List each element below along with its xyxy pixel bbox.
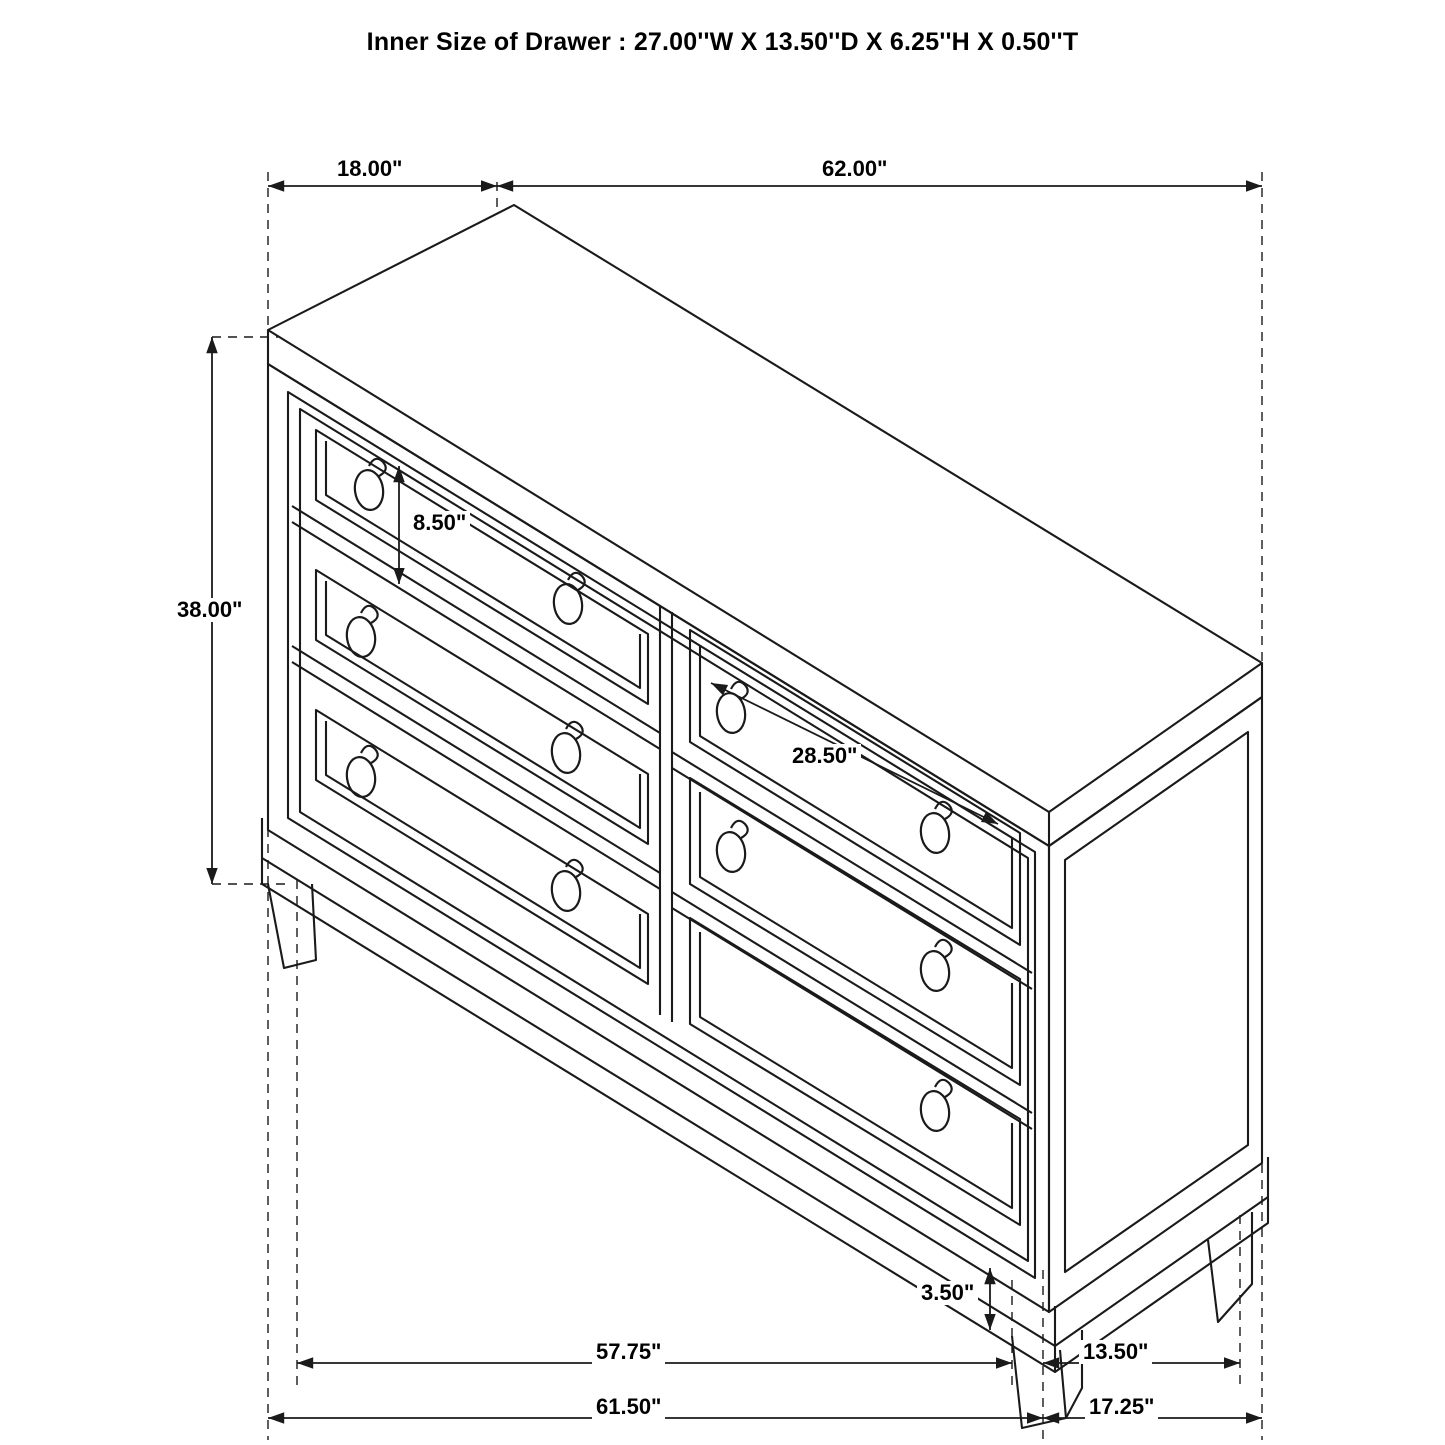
page-title: Inner Size of Drawer : 27.00''W X 13.50''D X 6.25''H X 0.50''T bbox=[366, 28, 1079, 56]
dimension-drawer-height: 8.50" bbox=[409, 511, 470, 535]
dimension-overall-width: 61.50" bbox=[592, 1395, 665, 1419]
dimension-side-depth-inner: 13.50" bbox=[1079, 1340, 1152, 1364]
dimension-overall-height: 38.00" bbox=[173, 598, 246, 622]
dimension-side-depth-outer: 17.25" bbox=[1085, 1395, 1158, 1419]
dimension-drawer-width: 28.50" bbox=[788, 744, 861, 768]
dimension-base-width: 57.75" bbox=[592, 1340, 665, 1364]
dimension-leg-height: 3.50" bbox=[917, 1281, 978, 1305]
dimension-top-depth: 18.00" bbox=[333, 157, 406, 181]
dimension-top-width: 62.00" bbox=[818, 157, 891, 181]
dresser-body bbox=[262, 205, 1268, 1428]
